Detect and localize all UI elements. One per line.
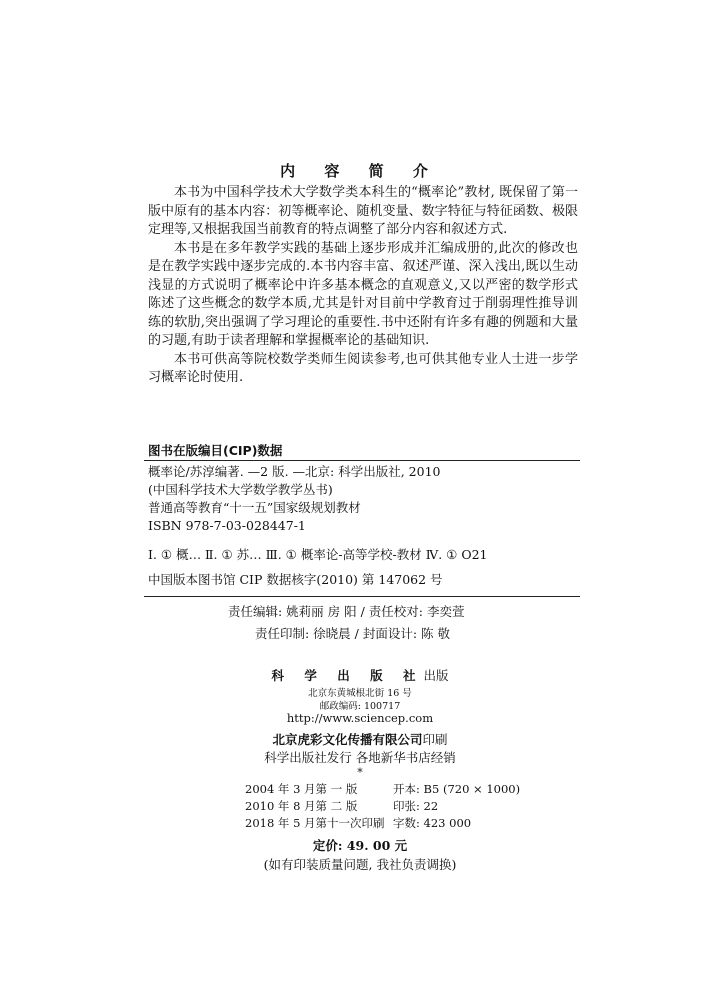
cip-line: 普通高等教育“十一五”国家级规划教材	[148, 500, 361, 515]
publisher-suffix: 出版	[423, 668, 449, 683]
printer-suffix: 印刷	[422, 732, 448, 747]
edition-spec: 字数: 423 000	[393, 816, 472, 830]
quality-note: (如有印装质量问题, 我社负责调换)	[263, 857, 457, 872]
publisher-postcode: 邮政编码: 100717	[319, 701, 401, 712]
printer	[0, 730, 720, 748]
divider	[144, 596, 580, 597]
page-title: 内 容 简 介	[280, 162, 440, 180]
production-credits: 责任印制: 徐晓晨 / 封面设计: 陈 敬	[255, 626, 451, 641]
abstract	[148, 184, 578, 388]
cip-line: 概率论/苏淳编著. —2 版. —北京: 科学出版社, 2010	[148, 464, 441, 479]
distribution: 科学出版社发行 各地新华书店经销	[264, 750, 456, 765]
edition-date: 2010 年 8 月第 二 版	[245, 799, 358, 813]
abstract-paragraph: 本书为中国科学技术大学数学类本科生的“概率论”教材, 既保留了第一版中原有的基本内容：初等概率论、随机变量、数字特征与特征函数、极限定理等,又根据我国当前教育的特点调整了部分内容和叙述方式.	[148, 185, 578, 237]
classification: Ⅰ. ① 概… Ⅱ. ① 苏… Ⅲ. ① 概率论-高等学校-教材 Ⅳ. ① O21	[148, 547, 488, 562]
printer-name: 北京虎彩文化传播有限公司	[272, 732, 423, 747]
publisher-url: http://www.sciencep.com	[286, 711, 434, 725]
edition-date: 2018 年 5 月第十一次印刷	[245, 816, 385, 830]
cip-header: 图书在版编目(CIP)数据	[148, 443, 283, 458]
edition-date: 2004 年 3 月第 一 版	[245, 782, 358, 796]
cip-number: 中国版本图书馆 CIP 数据核字(2010) 第 147062 号	[148, 572, 443, 587]
edition-spec: 印张: 22	[393, 799, 439, 813]
edition-row	[245, 815, 471, 831]
divider	[144, 460, 580, 461]
separator-star: *	[357, 766, 363, 779]
publisher-logo-text: 科 学 出 版 社	[271, 668, 424, 683]
cip-line: (中国科学技术大学数学教学丛书)	[148, 482, 333, 497]
edition-spec: 开本: B5 (720 × 1000)	[393, 782, 521, 796]
isbn: ISBN 978-7-03-028447-1	[148, 518, 306, 533]
edition-row	[245, 798, 438, 814]
publisher-address: 北京东黄城根北街 16 号	[308, 688, 412, 699]
price: 定价: 49. 00 元	[312, 838, 408, 853]
publisher-name	[0, 666, 720, 684]
edition-row	[245, 781, 520, 797]
editor-credits: 责任编辑: 姚莉丽 房 阳 / 责任校对: 李奕萱	[228, 604, 465, 619]
abstract-paragraph: 本书是在多年教学实践的基础上逐步形成并汇编成册的,此次的修改也是在教学实践中逐步完成的.本书内容丰富、叙述严谨、深入浅出,既以生动浅显的方式说明了概率论中许多基本概念的直观意义,又以严密的数学形式陈述了这些概念的数学本质,尤其是针对目前中学教育过于削弱理性推导训练的软肋,突出强调了学习理论的重要性.书中还附有许多有趣的例题和大量的习题,有助于读者理解和掌握概率论的基础知识.	[148, 240, 578, 348]
abstract-paragraph: 本书可供高等院校数学类师生阅读参考,也可供其他专业人士进一步学习概率论时使用.	[148, 351, 578, 385]
